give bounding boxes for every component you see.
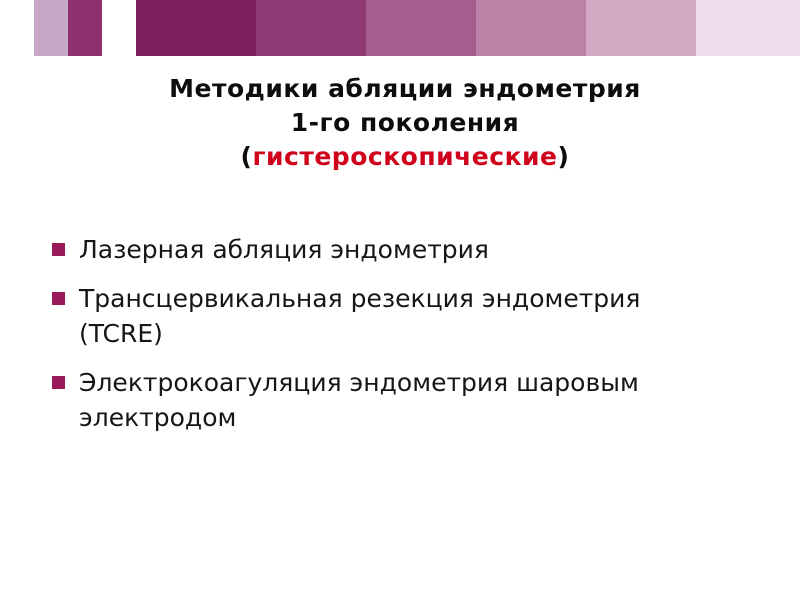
list-item-label: Лазерная абляция эндометрия bbox=[79, 235, 489, 264]
title-line-1: Методики абляции эндометрия bbox=[169, 74, 641, 103]
title-paren-close: ) bbox=[557, 142, 570, 171]
band-cell bbox=[102, 0, 136, 56]
square-bullet-icon bbox=[52, 376, 65, 389]
slide-title bbox=[60, 72, 750, 174]
band-cell bbox=[366, 0, 476, 56]
band-cell bbox=[0, 0, 34, 56]
decorative-top-band bbox=[0, 0, 800, 56]
band-cell bbox=[136, 0, 256, 56]
square-bullet-icon bbox=[52, 292, 65, 305]
square-bullet-icon bbox=[52, 243, 65, 256]
list-item bbox=[52, 281, 752, 351]
band-cell bbox=[696, 0, 800, 56]
list-item bbox=[52, 365, 752, 435]
band-cell bbox=[34, 0, 68, 56]
title-accent-word: гистероскопические bbox=[252, 142, 558, 171]
title-paren-open: ( bbox=[240, 142, 253, 171]
list-item-label: Электрокоагуляция эндометрия шаровым электродом bbox=[79, 368, 639, 432]
list-item bbox=[52, 232, 752, 267]
band-cell bbox=[256, 0, 366, 56]
title-line-3 bbox=[60, 140, 750, 174]
band-cell bbox=[68, 0, 102, 56]
bullet-list bbox=[52, 232, 752, 449]
band-cell bbox=[476, 0, 586, 56]
title-line-2: 1-го поколения bbox=[290, 108, 520, 137]
band-cell bbox=[586, 0, 696, 56]
list-item-label: Трансцервикальная резекция эндометрия (TCRE) bbox=[79, 284, 641, 348]
